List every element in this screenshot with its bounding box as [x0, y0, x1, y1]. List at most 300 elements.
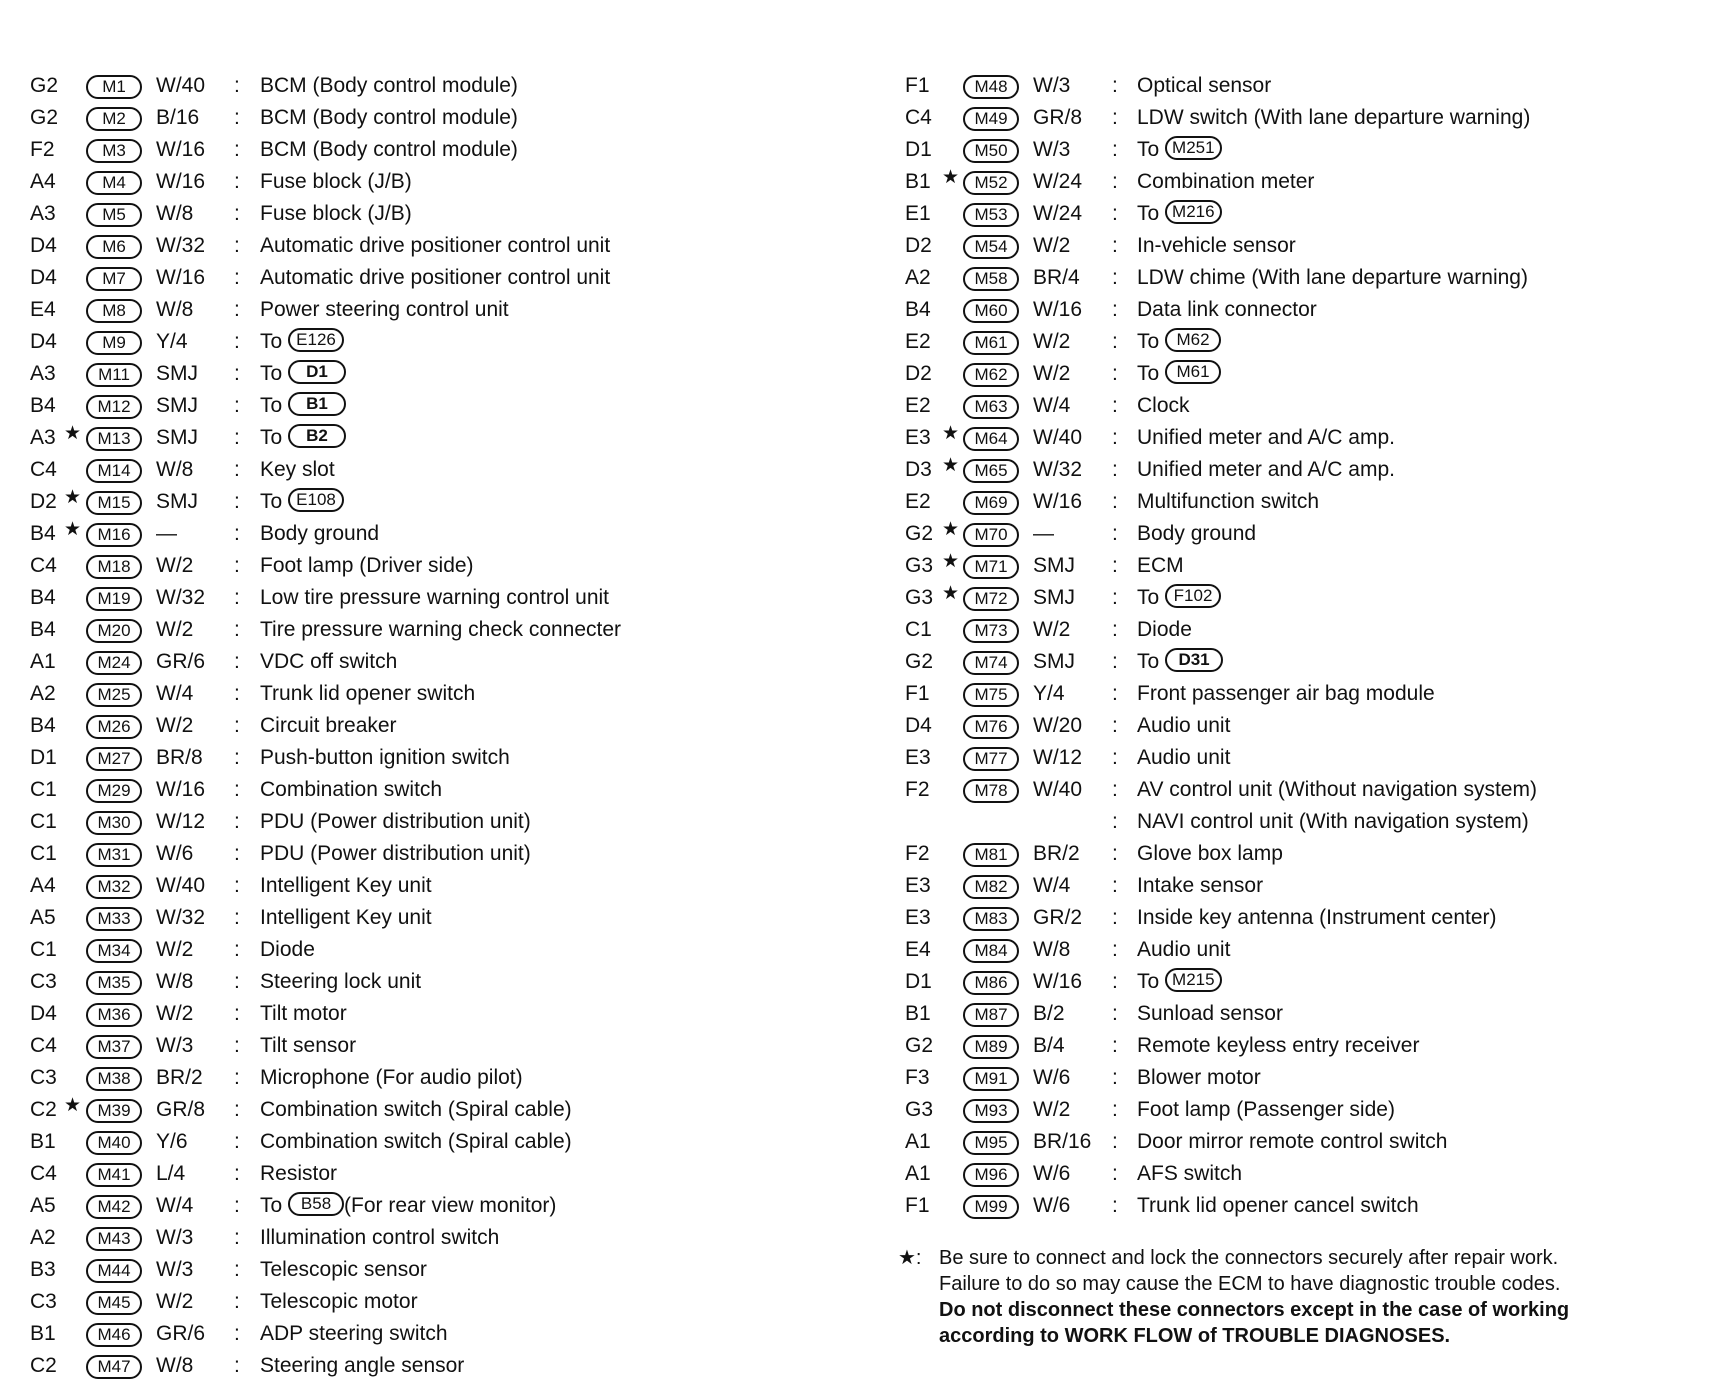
- separator: :: [1112, 266, 1118, 289]
- description-text: In-vehicle sensor: [1137, 234, 1296, 257]
- connector-color-code: BR/2: [156, 1066, 203, 1089]
- connector-color-code: Y/6: [156, 1130, 188, 1153]
- connector-description: [1137, 1126, 1447, 1158]
- grid-location: C4: [30, 458, 57, 481]
- connector-color-code: W/6: [1033, 1066, 1071, 1089]
- grid-location: A4: [30, 170, 56, 193]
- linked-connector: M251: [1165, 136, 1222, 160]
- connector-color-code: W/16: [1033, 490, 1083, 513]
- grid-location: C3: [30, 970, 57, 993]
- connector-description: [260, 262, 610, 294]
- connector-number: M69: [963, 491, 1019, 515]
- separator: :: [234, 746, 240, 769]
- connector-number: M60: [963, 299, 1019, 323]
- separator: :: [234, 170, 240, 193]
- linked-connector: D31: [1165, 648, 1223, 672]
- separator: :: [234, 842, 240, 865]
- connector-number: M30: [86, 811, 142, 835]
- connector-color-code: SMJ: [1033, 586, 1075, 609]
- connector-number: M20: [86, 619, 142, 643]
- connector-description: [260, 390, 346, 422]
- description-text: Telescopic sensor: [260, 1258, 427, 1281]
- right-connector-list: [905, 70, 1705, 1222]
- connector-row: [905, 582, 1705, 614]
- connector-number: M2: [86, 107, 142, 131]
- description-text: Combination meter: [1137, 170, 1315, 193]
- connector-description: [1137, 966, 1222, 998]
- separator: :: [1112, 1130, 1118, 1153]
- description-text: Telescopic motor: [260, 1290, 418, 1313]
- description-text: Intake sensor: [1137, 874, 1264, 897]
- connector-number: M52: [963, 171, 1019, 195]
- grid-location: C1: [30, 778, 57, 801]
- grid-location: B4: [30, 618, 56, 641]
- grid-location: C4: [905, 106, 932, 129]
- separator: :: [234, 1130, 240, 1153]
- grid-location: D2: [30, 490, 57, 513]
- connector-row: [905, 646, 1705, 678]
- separator: :: [1112, 1162, 1118, 1185]
- connector-description: [260, 1318, 448, 1350]
- connector-description: [1137, 870, 1263, 902]
- note-line-4: according to WORK FLOW of TROUBLE DIAGNOSES.: [939, 1325, 1451, 1347]
- connector-color-code: W/2: [156, 938, 194, 961]
- connector-number: M25: [86, 683, 142, 707]
- connector-number: M12: [86, 395, 142, 419]
- separator: :: [1112, 650, 1118, 673]
- connector-color-code: W/3: [156, 1034, 194, 1057]
- description-text: AFS switch: [1137, 1162, 1243, 1185]
- connector-description: [260, 1222, 499, 1254]
- connector-number: M31: [86, 843, 142, 867]
- connector-description: [260, 998, 347, 1030]
- connector-row: [905, 70, 1705, 102]
- grid-location: A2: [30, 1226, 56, 1249]
- separator: :: [234, 458, 240, 481]
- separator: :: [234, 106, 240, 129]
- footnote: [898, 1245, 1698, 1349]
- linked-connector: M61: [1165, 360, 1221, 384]
- separator: :: [234, 490, 240, 513]
- connector-description: [260, 582, 609, 614]
- connector-description: [1137, 742, 1230, 774]
- connector-row: [905, 230, 1705, 262]
- connector-row: [905, 1158, 1705, 1190]
- linked-connector: D1: [288, 360, 346, 384]
- description-text: Steering lock unit: [260, 970, 422, 993]
- grid-location: A4: [30, 874, 56, 897]
- grid-location: F1: [905, 74, 930, 97]
- connector-row: [30, 678, 860, 710]
- separator: :: [234, 906, 240, 929]
- connector-row: [905, 678, 1705, 710]
- connector-number: M41: [86, 1163, 142, 1187]
- grid-location: F2: [905, 842, 930, 865]
- connector-color-code: GR/6: [156, 650, 206, 673]
- connector-description: [260, 1158, 337, 1190]
- grid-location: A2: [905, 266, 931, 289]
- description-text: Resistor: [260, 1162, 338, 1185]
- connector-color-code: W/3: [1033, 138, 1071, 161]
- connector-description: [1137, 678, 1435, 710]
- separator: :: [1112, 1002, 1118, 1025]
- star-icon: ★: [64, 487, 82, 508]
- separator: :: [234, 330, 240, 353]
- connector-color-code: W/40: [156, 874, 206, 897]
- connector-description: [1137, 710, 1230, 742]
- separator: :: [234, 682, 240, 705]
- description-text: To: [1137, 650, 1160, 673]
- separator: :: [1112, 842, 1118, 865]
- connector-color-code: GR/8: [156, 1098, 206, 1121]
- description-text: Sunload sensor: [1137, 1002, 1283, 1025]
- connector-number: M34: [86, 939, 142, 963]
- connector-description: [1137, 486, 1319, 518]
- grid-location: A1: [905, 1130, 931, 1153]
- grid-location: B4: [30, 586, 56, 609]
- connector-number: M62: [963, 363, 1019, 387]
- description-text: Body ground: [260, 522, 380, 545]
- connector-description: [1137, 806, 1529, 838]
- linked-connector: B2: [288, 424, 346, 448]
- star-note-marker: ★:: [898, 1247, 922, 1269]
- connector-description: [1137, 326, 1221, 358]
- connector-description: [1137, 646, 1223, 678]
- description-text: To: [1137, 330, 1160, 353]
- connector-color-code: W/2: [156, 554, 194, 577]
- connector-row: [30, 838, 860, 870]
- description-text: Optical sensor: [1137, 74, 1272, 97]
- connector-number: M53: [963, 203, 1019, 227]
- connector-number: M70: [963, 523, 1019, 547]
- connector-row: [30, 1318, 860, 1350]
- connector-row: [30, 326, 860, 358]
- connector-row: [905, 358, 1705, 390]
- connector-color-code: W/2: [1033, 618, 1071, 641]
- separator: :: [1112, 938, 1118, 961]
- separator: :: [234, 1162, 240, 1185]
- description-text: To: [260, 362, 283, 385]
- connector-description: [260, 1254, 427, 1286]
- connector-number: M48: [963, 75, 1019, 99]
- star-icon: ★: [64, 423, 82, 444]
- separator: :: [234, 202, 240, 225]
- connector-row: [30, 1286, 860, 1318]
- description-text: LDW switch (With lane departure warning): [1137, 106, 1531, 129]
- connector-row: [905, 934, 1705, 966]
- description-text: Audio unit: [1137, 746, 1231, 769]
- connector-color-code: W/6: [1033, 1162, 1071, 1185]
- connector-description: [260, 518, 379, 550]
- connector-row: [30, 1190, 860, 1222]
- grid-location: E4: [30, 298, 56, 321]
- connector-row: [30, 1030, 860, 1062]
- connector-number: M14: [86, 459, 142, 483]
- connector-color-code: W/16: [1033, 298, 1083, 321]
- connector-color-code: W/6: [1033, 1194, 1071, 1217]
- connector-description: [260, 198, 412, 230]
- grid-location: F1: [905, 1194, 930, 1217]
- description-text: Data link connector: [1137, 298, 1317, 321]
- connector-number: M33: [86, 907, 142, 931]
- connector-row: [905, 422, 1705, 454]
- connector-color-code: W/32: [1033, 458, 1083, 481]
- description-text: Steering angle sensor: [260, 1354, 465, 1377]
- connector-row: [905, 390, 1705, 422]
- connector-row: [905, 326, 1705, 358]
- grid-location: C2: [30, 1098, 57, 1121]
- connector-number: M49: [963, 107, 1019, 131]
- connector-color-code: W/16: [156, 170, 206, 193]
- linked-connector: B58: [288, 1192, 344, 1216]
- connector-description: [1137, 934, 1230, 966]
- connector-description: [1137, 838, 1283, 870]
- grid-location: A5: [30, 906, 56, 929]
- linked-connector: F102: [1165, 584, 1221, 608]
- connector-number: M38: [86, 1067, 142, 1091]
- connector-color-code: Y/4: [156, 330, 188, 353]
- description-text: Glove box lamp: [1137, 842, 1283, 865]
- connector-row: [30, 486, 860, 518]
- star-icon: ★: [64, 1095, 82, 1116]
- separator: :: [1112, 522, 1118, 545]
- connector-row: [30, 390, 860, 422]
- description-text: AV control unit (Without navigation system): [1137, 778, 1537, 801]
- connector-row: [905, 774, 1705, 806]
- connector-number: M36: [86, 1003, 142, 1027]
- connector-description: [260, 550, 474, 582]
- connector-row: [905, 614, 1705, 646]
- connector-number: M27: [86, 747, 142, 771]
- connector-number: M5: [86, 203, 142, 227]
- grid-location: E3: [905, 746, 931, 769]
- description-text: BCM (Body control module): [260, 106, 518, 129]
- connector-number: M16: [86, 523, 142, 547]
- connector-color-code: W/12: [1033, 746, 1083, 769]
- connector-number: M58: [963, 267, 1019, 291]
- description-text: Foot lamp (Passenger side): [1137, 1098, 1395, 1121]
- description-text: Tilt sensor: [260, 1034, 357, 1057]
- connector-row: [30, 582, 860, 614]
- separator: :: [234, 522, 240, 545]
- grid-location: D4: [30, 234, 57, 257]
- connector-color-code: W/6: [156, 842, 194, 865]
- connector-color-code: Y/4: [1033, 682, 1065, 705]
- star-icon: ★: [942, 551, 960, 572]
- connector-number: M1: [86, 75, 142, 99]
- description-text: Fuse block (J/B): [260, 170, 412, 193]
- separator: :: [1112, 874, 1118, 897]
- connector-description: [1137, 1094, 1395, 1126]
- connector-number: M91: [963, 1067, 1019, 1091]
- connector-number: M11: [86, 363, 142, 387]
- connector-color-code: GR/2: [1033, 906, 1083, 929]
- connector-description: [1137, 134, 1222, 166]
- connector-color-code: W/2: [156, 1002, 194, 1025]
- grid-location: A3: [30, 202, 56, 225]
- separator: :: [1112, 138, 1118, 161]
- connector-row: [905, 134, 1705, 166]
- connector-color-code: SMJ: [156, 394, 198, 417]
- connector-number: M8: [86, 299, 142, 323]
- connector-color-code: W/24: [1033, 202, 1083, 225]
- connector-number: M76: [963, 715, 1019, 739]
- linked-connector: E126: [288, 328, 344, 352]
- separator: :: [1112, 74, 1118, 97]
- connector-number: M44: [86, 1259, 142, 1283]
- connector-description: [260, 1286, 418, 1318]
- description-text: Inside key antenna (Instrument center): [1137, 906, 1497, 929]
- description-text: ADP steering switch: [260, 1322, 448, 1345]
- connector-description: [260, 1062, 523, 1094]
- connector-row: [905, 1094, 1705, 1126]
- connector-description: [260, 614, 621, 646]
- separator: :: [234, 586, 240, 609]
- connector-color-code: W/16: [156, 266, 206, 289]
- separator: :: [234, 362, 240, 385]
- connector-number: M37: [86, 1035, 142, 1059]
- grid-location: A1: [30, 650, 56, 673]
- grid-location: G3: [905, 1098, 934, 1121]
- description-text: Audio unit: [1137, 938, 1231, 961]
- connector-description: [1137, 582, 1221, 614]
- connector-number: M18: [86, 555, 142, 579]
- connector-number: M77: [963, 747, 1019, 771]
- separator: :: [234, 1066, 240, 1089]
- grid-location: D4: [30, 1002, 57, 1025]
- connector-row: [30, 1158, 860, 1190]
- connector-row: [30, 710, 860, 742]
- note-line-2: Failure to do so may cause the ECM to have diagnostic trouble codes.: [939, 1273, 1561, 1295]
- connector-color-code: GR/6: [156, 1322, 206, 1345]
- separator: :: [234, 1034, 240, 1057]
- connector-number: M78: [963, 779, 1019, 803]
- connector-number: M15: [86, 491, 142, 515]
- connector-description: [1137, 422, 1395, 454]
- connector-number: M73: [963, 619, 1019, 643]
- connector-row: [905, 166, 1705, 198]
- connector-color-code: W/40: [156, 74, 206, 97]
- connector-color-code: L/4: [156, 1162, 186, 1185]
- grid-location: F2: [905, 778, 930, 801]
- connector-color-code: —: [1033, 522, 1054, 545]
- grid-location: C4: [30, 1034, 57, 1057]
- grid-location: F3: [905, 1066, 930, 1089]
- separator: :: [234, 714, 240, 737]
- connector-number: M32: [86, 875, 142, 899]
- separator: :: [1112, 298, 1118, 321]
- description-text: To: [260, 394, 283, 417]
- connector-row: [905, 454, 1705, 486]
- connector-color-code: W/8: [1033, 938, 1071, 961]
- description-text: Body ground: [1137, 522, 1257, 545]
- description-text: LDW chime (With lane departure warning): [1137, 266, 1528, 289]
- connector-row: [30, 1126, 860, 1158]
- grid-location: C4: [30, 1162, 57, 1185]
- connector-color-code: W/8: [156, 458, 194, 481]
- connector-description: [1137, 1190, 1419, 1222]
- grid-location: G2: [905, 1034, 934, 1057]
- connector-description: [1137, 454, 1395, 486]
- separator: :: [1112, 202, 1118, 225]
- connector-description: [1137, 102, 1530, 134]
- connector-description: [1137, 166, 1314, 198]
- description-text: Low tire pressure warning control unit: [260, 586, 610, 609]
- grid-location: E2: [905, 490, 931, 513]
- connector-color-code: W/40: [1033, 778, 1083, 801]
- grid-location: E1: [905, 202, 931, 225]
- separator: :: [234, 1098, 240, 1121]
- separator: :: [1112, 1034, 1118, 1057]
- connector-color-code: W/4: [1033, 394, 1071, 417]
- description-text: Automatic drive positioner control unit: [260, 234, 611, 257]
- connector-number: M96: [963, 1163, 1019, 1187]
- connector-number: M46: [86, 1323, 142, 1347]
- connector-color-code: W/3: [156, 1258, 194, 1281]
- separator: :: [1112, 714, 1118, 737]
- connector-number: M83: [963, 907, 1019, 931]
- grid-location: A3: [30, 426, 56, 449]
- connector-color-code: W/16: [156, 138, 206, 161]
- description-text: Audio unit: [1137, 714, 1231, 737]
- connector-color-code: W/32: [156, 234, 206, 257]
- connector-description: [260, 486, 344, 518]
- connector-number: M87: [963, 1003, 1019, 1027]
- description-text: BCM (Body control module): [260, 74, 518, 97]
- connector-color-code: SMJ: [156, 362, 198, 385]
- connector-description: [260, 1094, 572, 1126]
- description-text: Tire pressure warning check connecter: [260, 618, 622, 641]
- description-text: Illumination control switch: [260, 1226, 500, 1249]
- connector-color-code: B/4: [1033, 1034, 1065, 1057]
- connector-row: [30, 1254, 860, 1286]
- connector-number: M54: [963, 235, 1019, 259]
- connector-description: [1137, 1158, 1242, 1190]
- description-text: Combination switch (Spiral cable): [260, 1098, 572, 1121]
- connector-row: [905, 550, 1705, 582]
- description-text: NAVI control unit (With navigation system): [1137, 810, 1529, 833]
- connector-color-code: W/2: [1033, 1098, 1071, 1121]
- connector-color-code: SMJ: [1033, 650, 1075, 673]
- separator: :: [234, 618, 240, 641]
- description-text: Fuse block (J/B): [260, 202, 412, 225]
- connector-color-code: W/8: [156, 298, 194, 321]
- connector-description: [260, 166, 412, 198]
- connector-description: [1137, 70, 1271, 102]
- connector-description: [1137, 998, 1283, 1030]
- separator: :: [234, 1354, 240, 1377]
- connector-row: [30, 358, 860, 390]
- connector-row: [30, 166, 860, 198]
- connector-number: M7: [86, 267, 142, 291]
- connector-row: [30, 998, 860, 1030]
- connector-row: [30, 934, 860, 966]
- description-text: To: [260, 490, 283, 513]
- separator: :: [234, 1194, 240, 1217]
- connector-row: [905, 838, 1705, 870]
- connector-row: [905, 486, 1705, 518]
- grid-location: G3: [905, 554, 934, 577]
- connector-color-code: W/12: [156, 810, 206, 833]
- connector-color-code: W/16: [156, 778, 206, 801]
- grid-location: G2: [30, 106, 59, 129]
- connector-description: [260, 902, 432, 934]
- grid-location: B4: [30, 394, 56, 417]
- separator: :: [234, 266, 240, 289]
- grid-location: B1: [30, 1322, 56, 1345]
- grid-location: B1: [30, 1130, 56, 1153]
- connector-number: M75: [963, 683, 1019, 707]
